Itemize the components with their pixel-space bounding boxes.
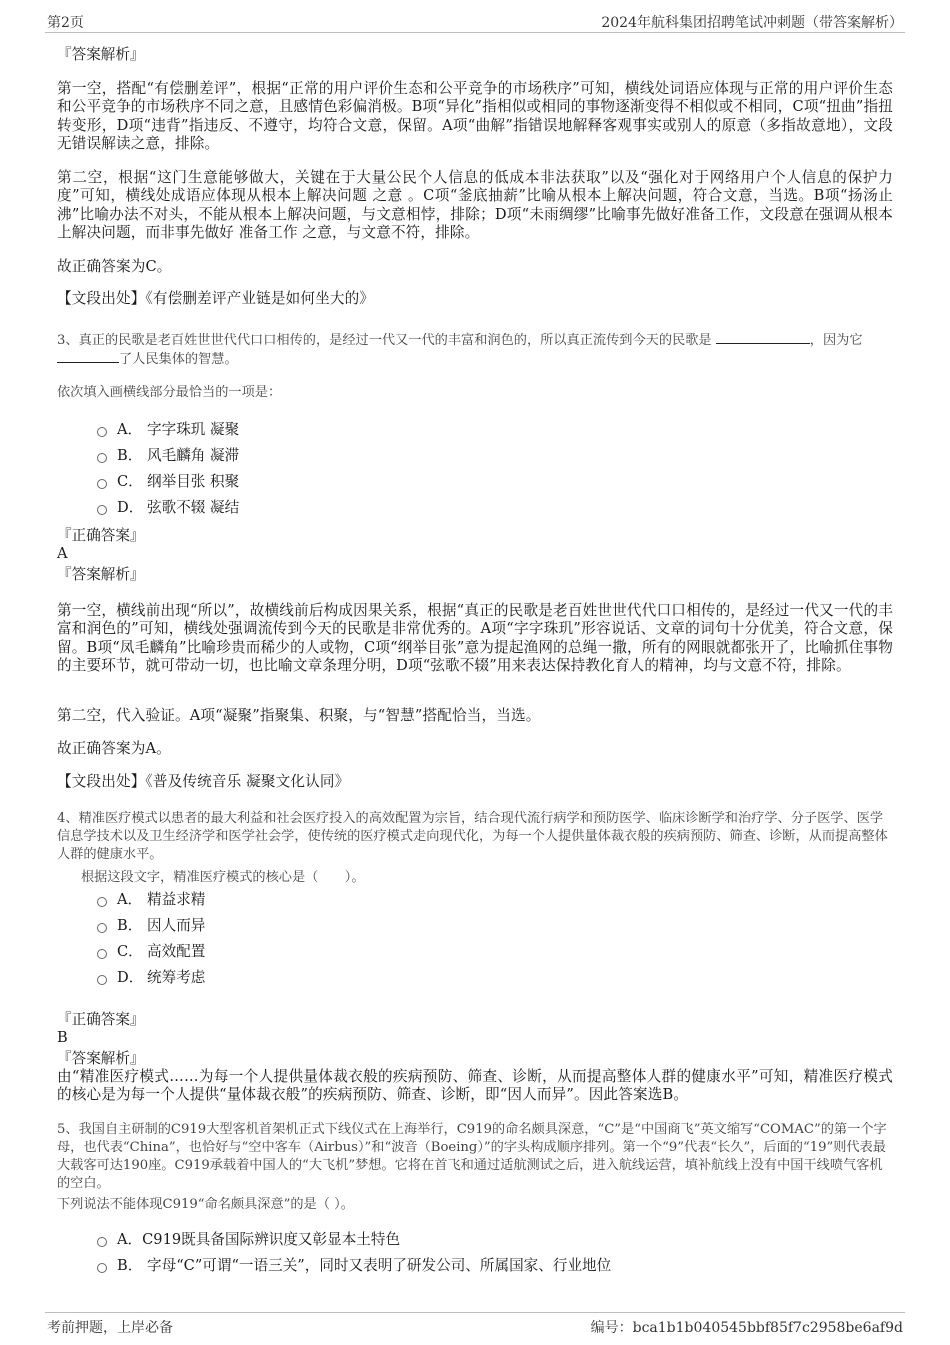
q3-instruction: 依次填入画横线部分最恰当的一项是：	[57, 385, 282, 400]
option-letter: B．	[117, 447, 143, 464]
q3-stem-part-c: 了人民集体的智慧。	[119, 352, 238, 367]
q4-option-d[interactable]	[97, 969, 205, 987]
option-letter: A．	[117, 1231, 143, 1248]
q2-conclusion: 故正确答案为C。	[57, 258, 172, 275]
option-letter: D．	[117, 969, 144, 986]
q3-blank-2	[57, 350, 119, 363]
q4-answer: B	[57, 1029, 68, 1046]
q3-analysis-label: 『答案解析』	[57, 566, 145, 583]
q4-stem: 4、精准医疗模式以患者的最大利益和社会医疗投入的高效配置为宗旨，结合现代流行病学和预防医学、临床诊断学和治疗学、分子医学、医学信息学技术以及卫生经济学和医学社会学，使传统的医疗模式走向现代化，为每一个人提供量体裁衣般的疾病预防、筛查、诊断，从而提高整体人群的健康水平。	[57, 811, 888, 862]
q3-option-b[interactable]	[97, 447, 239, 465]
option-text: C919既具备国际辨识度又彰显本土特色	[142, 1231, 401, 1248]
radio-icon[interactable]	[97, 427, 107, 437]
option-text: 因人而异	[147, 917, 206, 934]
q4-analysis: 由“精准医疗模式……为每一个人提供量体裁衣般的疾病预防、筛查、诊断，从而提高整体人群的健康水平”可知，精准医疗模式的核心是为每一个人提供“量体裁衣般”的疾病预防、筛查、诊断，即“因人而异”。因此答案选B。	[57, 1068, 893, 1104]
option-text: 纲举目张 积聚	[147, 473, 240, 490]
radio-icon[interactable]	[97, 949, 107, 959]
q5-stem-block	[57, 1121, 893, 1193]
q4-stem-block	[57, 810, 893, 864]
option-text: 字字珠玑 凝聚	[147, 421, 240, 438]
q4-analysis-label-block	[57, 1050, 893, 1068]
q3-stem-block	[57, 331, 893, 369]
q5-option-b[interactable]	[97, 1257, 611, 1275]
q4-analysis-label: 『答案解析』	[57, 1050, 145, 1067]
q2-source: 【文段出处】《有偿删差评产业链是如何坐大的》	[57, 290, 375, 307]
radio-icon[interactable]	[97, 923, 107, 933]
q3-conclusion: 故正确答案为A。	[57, 740, 171, 757]
q3-answer-block	[57, 545, 893, 563]
q2-analysis-para1: 第一空，搭配“有偿删差评”，根据“正常的用户评价生态和公平竞争的市场秩序”可知，横线处词语应体现与正常的用户评价生态和公平竞争的市场秩序不同之意，且感情色彩偏消极。B项“异化”指相似或相同的事物逐渐变得不相似或不相同，C项“扭曲”指扭转变形，D项“违背”指违反、不遵守，均符合文意，保留。A项“曲解”指错误地解释客观事实或别人的原意（多指故意地），文段无错误解读之意，排除。	[57, 80, 893, 152]
option-letter: B．	[117, 917, 143, 934]
option-letter: C．	[117, 473, 143, 490]
q4-option-b[interactable]	[97, 917, 205, 935]
q4-answer-label-block	[57, 1011, 893, 1029]
page-number: 第2页	[47, 15, 84, 31]
q2-analysis-label: 『答案解析』	[57, 46, 145, 63]
q3-stem-part-a: 3、真正的民歌是老百姓世世代代口口相传的，是经过一代又一代的丰富和润色的，所以真正流传到今天的民歌是	[57, 333, 712, 348]
option-text: 字母“C”可谓“一语三关”，同时又表明了研发公司、所属国家、行业地位	[147, 1257, 612, 1274]
option-text: 精益求精	[147, 891, 206, 908]
q3-source: 【文段出处】《普及传统音乐 凝聚文化认同》	[57, 773, 350, 790]
q5-question-block	[57, 1196, 893, 1214]
q3-option-c[interactable]	[97, 473, 239, 491]
q3-analysis-para1: 第一空，横线前出现“所以”，故横线前后构成因果关系，根据“真正的民歌是老百姓世世代代口口相传的，是经过一代又一代的丰富和润色的”可知，横线处强调流传到今天的民歌是非常优秀的。A项“字字珠玑”形容说话、文章的词句十分优美，符合文意，保留。B项“凤毛麟角”比喻珍贵而稀少的人或物，C项“纲举目张”意为提起渔网的总绳一撒，所有的网眼就都张开了，比喻抓住事物的主要环节，就可带动一切，也比喻文章条理分明，D项“弦歌不辍”用来表达保持教化育人的精神，均与文意不符，排除。	[57, 602, 893, 674]
q3-stem-part-b: ，因为它	[809, 333, 863, 348]
q3-blank-1	[716, 331, 810, 344]
q4-answer-label: 『正确答案』	[57, 1011, 145, 1028]
page-header	[45, 10, 905, 33]
footer-slogan: 考前押题，上岸必备	[47, 1320, 173, 1336]
q4-option-c[interactable]	[97, 943, 205, 961]
q3-conclusion-block	[57, 740, 893, 758]
q4-option-a[interactable]	[97, 891, 205, 909]
radio-icon[interactable]	[97, 505, 107, 515]
q4-question: 根据这段文字，精准医疗模式的核心是（ ）。	[81, 870, 365, 885]
option-letter: B．	[117, 1257, 143, 1274]
option-text: 高效配置	[147, 943, 206, 960]
option-text: 统筹考虑	[147, 969, 206, 986]
q5-question: 下列说法不能体现C919“命名颇具深意”的是（ ）。	[57, 1197, 354, 1212]
q4-question-block	[81, 869, 893, 887]
q2-analysis-para1-block	[57, 80, 893, 153]
q2-source-block	[57, 290, 893, 308]
option-letter: C．	[117, 943, 143, 960]
radio-icon[interactable]	[97, 1237, 107, 1247]
q3-source-block	[57, 773, 893, 791]
q5-option-a[interactable]	[97, 1231, 400, 1249]
document-title: 2024年航科集团招聘笔试冲刺题（带答案解析）	[601, 15, 903, 31]
option-letter: A．	[117, 421, 143, 438]
q3-analysis-para2: 第二空，代入验证。A项“凝聚”指聚集、积聚，与“智慧”搭配恰当，当选。	[57, 707, 541, 724]
option-letter: A．	[117, 891, 143, 908]
q4-answer-block	[57, 1029, 893, 1047]
radio-icon[interactable]	[97, 1263, 107, 1273]
q2-analysis-para2-block	[57, 169, 893, 242]
q3-instruction-block	[57, 384, 893, 402]
footer-serial: 编号：bca1b1b040545bbf85f7c2958be6af9d	[590, 1320, 903, 1336]
q3-stem	[57, 331, 893, 369]
page-footer	[45, 1312, 905, 1336]
q2-analysis-para2: 第二空，根据“这门生意能够做大，关键在于大量公民个人信息的低成本非法获取”以及“强化对于网络用户个人信息的保护力度”可知，横线处成语应体现从根本上解决问题 之意 。C项“釜底抽薪”比喻从根本上解决问题，符合文意，当选。B项“扬汤止沸”比喻办法不对头，不能从根本上解决问题，与文意相悖，排除；D项“未雨绸缪”比喻事先做好准备工作，文段意在强调从根本上解决问题，而非事先做好 准备工作 之意，与文意不符，排除。	[57, 169, 893, 241]
option-letter: D．	[117, 499, 144, 516]
radio-icon[interactable]	[97, 975, 107, 985]
option-text: 风毛麟角 凝滞	[147, 447, 240, 464]
option-text: 弦歌不辍 凝结	[147, 499, 240, 516]
q3-answer-label: 『正确答案』	[57, 527, 145, 544]
q3-option-d[interactable]	[97, 499, 239, 517]
radio-icon[interactable]	[97, 479, 107, 489]
radio-icon[interactable]	[97, 897, 107, 907]
q2-conclusion-block	[57, 258, 893, 276]
q3-answer: A	[57, 545, 68, 562]
q3-answer-label-block	[57, 527, 893, 545]
q3-option-a[interactable]	[97, 421, 239, 439]
q3-analysis-para1-block	[57, 602, 893, 675]
q3-analysis-label-block	[57, 566, 893, 584]
q5-stem: 5、我国自主研制的C919大型客机首架机正式下线仪式在上海举行，C919的命名颇具深意，“C”是“中国商飞”英文缩写“COMAC”的第一个字母，也代表“China”，也恰好与“空中客车（Airbus）”和“波音（Boeing）”的字头构成顺序排列。第一个“9”代表“长久”，后面的“19”则代表最大载客可达190座。C919承载着中国人的“大飞机”梦想。它将在首飞和通过适航测试之后，进入航线运营，填补航线上没有中国干线喷气客机的空白。	[57, 1122, 887, 1191]
q2-analysis-label-block	[57, 46, 893, 64]
radio-icon[interactable]	[97, 453, 107, 463]
q3-analysis-para2-block	[57, 707, 893, 725]
q4-analysis-block	[57, 1068, 893, 1105]
